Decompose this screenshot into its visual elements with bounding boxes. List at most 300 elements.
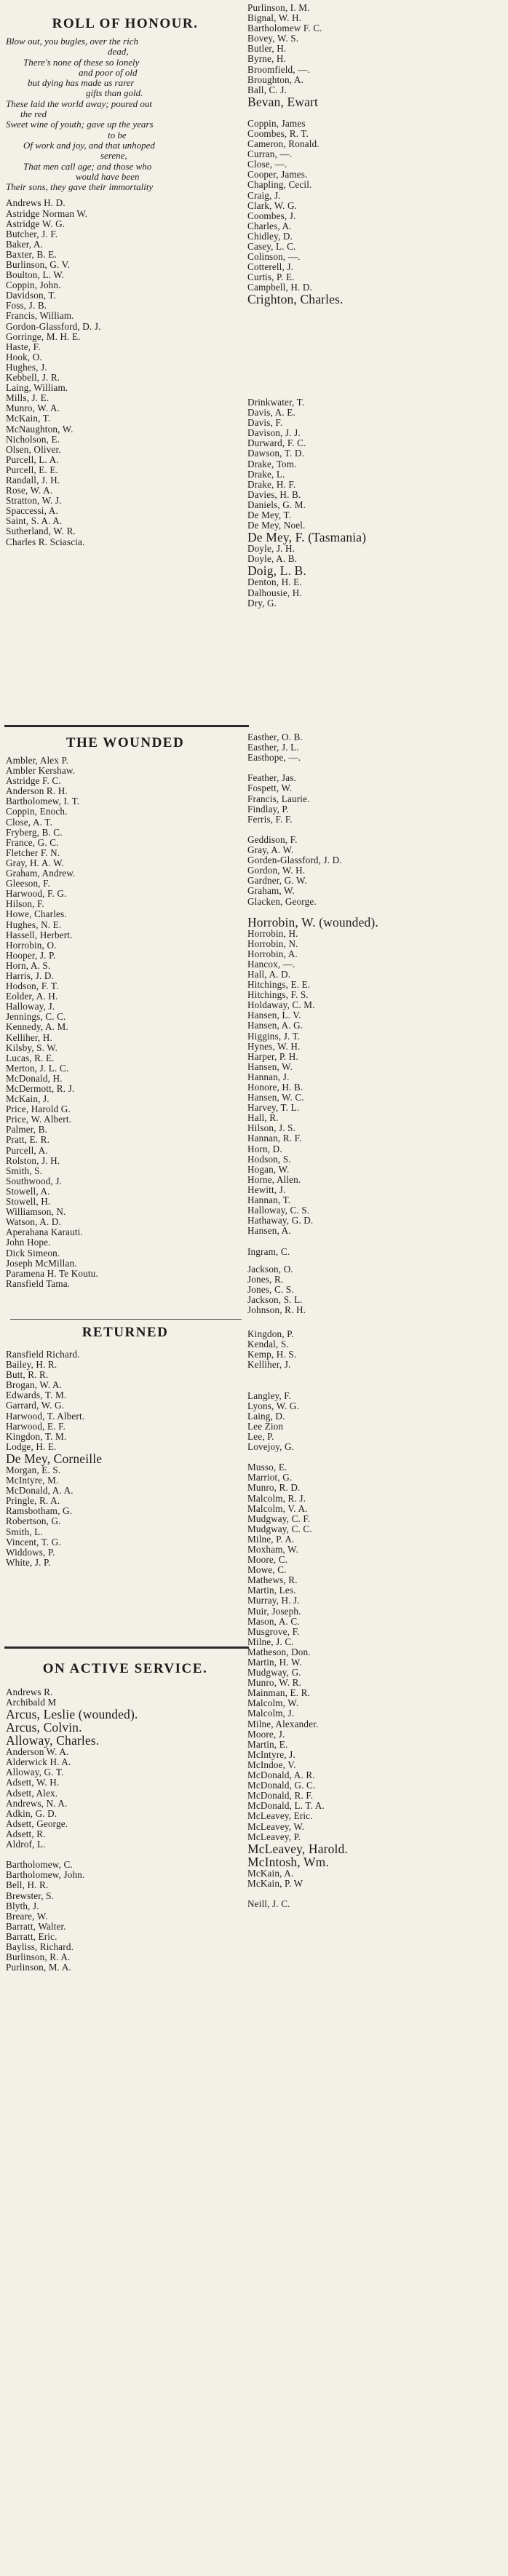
- list-item: Charles, A.: [247, 220, 292, 231]
- list-item: Lyons, W. G.: [247, 1400, 300, 1411]
- list-item: Brewster, S.: [6, 1890, 55, 1901]
- list-item: Bartholomew, I. T.: [6, 796, 80, 807]
- list-item: Lodge, H. E.: [6, 1440, 57, 1452]
- list-item: Hogan, W.: [247, 1163, 290, 1175]
- list-item: Purcell, A.: [6, 1144, 48, 1156]
- list-item: Mathews, R.: [247, 1574, 298, 1586]
- list-item: Smith, L.: [6, 1526, 43, 1537]
- honour-continued-lower: [245, 397, 499, 609]
- list-item: Cotterell, J.: [247, 261, 294, 273]
- list-item: Kelliher, J.: [247, 1359, 291, 1371]
- list-item: Francis, William.: [6, 310, 74, 322]
- list-item: McLeavey, W.: [247, 1820, 305, 1832]
- list-item: Coombes, J.: [247, 210, 296, 221]
- list-item: Adsett, Alex.: [6, 1787, 58, 1799]
- list-item: McKain, P. W: [247, 1877, 303, 1889]
- list-item: McDermott, R. J.: [6, 1083, 75, 1094]
- list-item: McDonald, A. R.: [247, 1769, 315, 1781]
- list-item: Honore, H. B.: [247, 1082, 303, 1093]
- list-item: Johnson, R. H.: [247, 1304, 306, 1315]
- list-item: Milne, J. C.: [247, 1636, 294, 1647]
- list-item-emphasized: De Mey, Corneille: [6, 1451, 103, 1466]
- list-item: McLeavey, Eric.: [247, 1810, 313, 1822]
- list-item: Adsett, W. H.: [6, 1777, 60, 1788]
- list-item: Matheson, Don.: [247, 1646, 311, 1657]
- honour-names-left: [6, 198, 245, 547]
- list-item: Saint, S. A. A.: [6, 515, 63, 527]
- list-item: Martin, H. W.: [247, 1657, 302, 1668]
- list-item: Hansen, A.: [247, 1225, 291, 1237]
- list-item: Mudgway, C. C.: [247, 1523, 312, 1534]
- list-item: Burlinson, G. V.: [6, 259, 71, 271]
- list-item: Hughes, N. E.: [6, 919, 62, 930]
- list-item: Coppin, John.: [6, 280, 61, 291]
- list-item: Hansen, L. V.: [247, 1010, 301, 1021]
- list-item: Garrard, W. G.: [6, 1400, 65, 1411]
- list-item: Doyle, J. H.: [247, 543, 295, 555]
- list-item: Bartholomew F. C.: [247, 23, 322, 34]
- list-item: Bovey, W. S.: [247, 33, 299, 44]
- list-item: Astridge Norman W.: [6, 207, 88, 219]
- returned-heading: RETURNED: [82, 1325, 169, 1340]
- list-item: Munro, W. R.: [247, 1677, 301, 1689]
- list-item: Hodson, F. T.: [6, 980, 59, 992]
- list-item: Drake, L.: [247, 468, 285, 480]
- poem-line: These laid the world away; poured out: [6, 98, 153, 109]
- list-item: Horrobin, H.: [247, 927, 298, 939]
- list-item: Williamson, N.: [6, 1206, 66, 1218]
- list-item: Craig, J.: [247, 189, 281, 201]
- list-item: Francis, Laurie.: [247, 793, 310, 804]
- list-item: Harwood, T. Albert.: [6, 1410, 85, 1422]
- list-item: Bailey, H. R.: [6, 1359, 57, 1371]
- list-item: McKain, T.: [6, 413, 51, 424]
- section-divider: [10, 1319, 242, 1320]
- list-item-emphasized: Horrobin, W. (wounded).: [247, 914, 378, 930]
- list-item: Horrobin, O.: [6, 939, 57, 951]
- list-item: Harwood, F. G.: [6, 888, 67, 900]
- list-item: Harwood, E. F.: [6, 1420, 66, 1432]
- list-item: Paramena H. Te Koutu.: [6, 1267, 98, 1279]
- list-item: Durward, F. C.: [247, 437, 306, 449]
- list-item: Hitchings, F. S.: [247, 989, 309, 1001]
- list-item: Bayliss, Richard.: [6, 1941, 74, 1952]
- list-item: [247, 763, 499, 773]
- list-item: Hannan, R. F.: [247, 1133, 302, 1144]
- list-item: McIntyre, J.: [247, 1748, 295, 1760]
- list-item: Spaccessi, A.: [6, 505, 58, 517]
- list-item: Casey, L. C.: [247, 240, 296, 252]
- list-item: Hitchings, E. E.: [247, 979, 311, 991]
- list-item: Fospett, W.: [247, 782, 293, 794]
- list-item: McDonald, R. F.: [247, 1790, 314, 1802]
- list-item: Moore, J.: [247, 1728, 285, 1740]
- list-item: Robertson, G.: [6, 1515, 61, 1527]
- list-item: Mainman, E. R.: [247, 1687, 310, 1699]
- list-item: Drake, H. F.: [247, 478, 296, 490]
- list-item: Stowell, H.: [6, 1196, 51, 1208]
- list-item: Hannan, J.: [247, 1071, 290, 1082]
- list-item: Lee Zion: [247, 1420, 284, 1432]
- list-item: Vincent, T. G.: [6, 1536, 61, 1547]
- list-item: Baxter, B. E.: [6, 248, 57, 260]
- list-item: Marriot, G.: [247, 1472, 293, 1483]
- list-item: Aldrof, L.: [6, 1839, 46, 1850]
- list-item: Edwards, T. M.: [6, 1390, 67, 1401]
- list-item: Kingdon, T. M.: [6, 1430, 67, 1442]
- list-item: Davis, F.: [247, 417, 283, 429]
- list-item: Mudgway, G.: [247, 1667, 301, 1679]
- list-item: Blyth, J.: [6, 1900, 39, 1911]
- list-item: McLeavey, P.: [247, 1831, 301, 1842]
- list-item: Merton, J. L. C.: [6, 1062, 69, 1074]
- list-item: Hassell, Herbert.: [6, 929, 73, 940]
- roll-of-honour-section: [4, 3, 245, 547]
- list-item: Ransfield Richard.: [6, 1349, 80, 1360]
- list-item: Kendal, S.: [247, 1339, 289, 1350]
- list-item: Gorringe, M. H. E.: [6, 330, 81, 342]
- list-item-emphasized: Bevan, Ewart: [247, 94, 319, 109]
- list-item: Sutherland, W. R.: [6, 526, 76, 537]
- list-item: Stratton, W. J.: [6, 495, 62, 507]
- list-item-emphasized: De Mey, F. (Tasmania): [247, 530, 367, 545]
- list-item: Hynes, W. H.: [247, 1040, 301, 1052]
- list-item: Fletcher F. N.: [6, 847, 60, 858]
- list-item: Graham, W.: [247, 885, 295, 897]
- list-item: McIndoe, V.: [247, 1759, 296, 1770]
- list-item: Widdows, P.: [6, 1546, 55, 1558]
- list-item: Drake, Tom.: [247, 458, 297, 469]
- poem-line: and poor of old: [79, 66, 138, 78]
- list-item-emphasized: Doig, L. B.: [247, 563, 306, 579]
- list-item: Findlay, P.: [247, 803, 289, 815]
- list-item: Cameron, Ronald.: [247, 138, 320, 150]
- list-item: [247, 1452, 499, 1462]
- list-item: John Hope.: [6, 1237, 51, 1248]
- list-item: Hall, R.: [247, 1112, 279, 1124]
- list-item: Martin, Les.: [247, 1585, 296, 1596]
- list-item: Barratt, Walter.: [6, 1920, 66, 1932]
- list-item-emphasized: Alloway, Charles.: [6, 1733, 100, 1748]
- list-item: Gorden-Glassford, J. D.: [247, 855, 342, 866]
- list-item: Hewitt, J.: [247, 1184, 286, 1195]
- list-item: Gordon, W. H.: [247, 865, 306, 876]
- section-divider: [4, 1646, 249, 1649]
- list-item: Ambler Kershaw.: [6, 765, 76, 777]
- list-item: Hancox, —.: [247, 958, 295, 970]
- list-item: Hansen, W.: [247, 1061, 293, 1072]
- list-item: Charles R. Sciascia.: [6, 536, 85, 547]
- list-item: Mills, J. E.: [6, 392, 49, 404]
- list-item: Morgan, E. S.: [6, 1464, 61, 1475]
- list-item: Jones, C. S.: [247, 1283, 294, 1295]
- list-item: Eolder, A. H.: [6, 991, 58, 1002]
- list-item: Bartholomew, John.: [6, 1869, 85, 1881]
- list-item: Munro, R. D.: [247, 1482, 301, 1494]
- list-item: Foss, J. B.: [6, 300, 47, 312]
- list-item: Southwood, J.: [6, 1175, 63, 1186]
- list-item: Easthope, —.: [247, 752, 301, 764]
- list-item: Horrobin, N.: [247, 938, 298, 949]
- list-item: Astridge F. C.: [6, 775, 61, 787]
- list-item: Lucas, R. E.: [6, 1052, 55, 1063]
- poem-line: Their sons, they gave their immortality: [6, 181, 154, 193]
- list-item: Harris, J. D.: [6, 970, 55, 981]
- list-item: Mowe, C.: [247, 1564, 287, 1576]
- poem-line: to be: [108, 129, 127, 140]
- list-item: Laing, William.: [6, 382, 68, 394]
- list-item: Bignal, W. H.: [247, 12, 302, 24]
- list-item: Feather, Jas.: [247, 772, 296, 784]
- poem-line: That men call age; and those who: [23, 160, 152, 172]
- list-item: Higgins, J. T.: [247, 1030, 301, 1042]
- list-item: Palmer, B.: [6, 1124, 48, 1136]
- list-item: Jackson, O.: [247, 1263, 293, 1275]
- list-item: Broughton, A.: [247, 74, 304, 85]
- list-item: Mudgway, C. F.: [247, 1513, 311, 1524]
- list-item: Kingdon, P.: [247, 1328, 294, 1339]
- list-item: Halloway, C. S.: [247, 1205, 310, 1216]
- list-item: Coppin, James: [247, 117, 306, 129]
- list-item: Ferris, F. F.: [247, 813, 293, 825]
- list-item-emphasized: McIntosh, Wm.: [247, 1854, 329, 1869]
- list-item: [247, 825, 499, 835]
- list-item: Campbell, H. D.: [247, 282, 313, 293]
- poem-line: but dying has made us rarer: [28, 77, 135, 89]
- list-item: Musso, E.: [247, 1462, 287, 1473]
- list-item: Murray, H. J.: [247, 1595, 300, 1606]
- list-item: Hodson, S.: [247, 1153, 291, 1165]
- list-item: Holdaway, C. M.: [247, 999, 315, 1011]
- list-item: Ransfield Tama.: [6, 1277, 71, 1289]
- list-item-emphasized: Crighton, Charles.: [247, 292, 344, 307]
- right-column: [245, 0, 499, 2576]
- list-item: Martin, E.: [247, 1738, 288, 1750]
- list-item: Nicholson, E.: [6, 433, 60, 445]
- list-item: Gleeson, F.: [6, 878, 51, 889]
- list-item: McDonald, A. A.: [6, 1485, 74, 1497]
- list-item: Bartholomew, C.: [6, 1859, 73, 1871]
- list-item: Davis, A. E.: [247, 407, 295, 419]
- list-item: Dick Simeon.: [6, 1247, 60, 1259]
- list-item: Fryberg, B. C.: [6, 826, 63, 838]
- list-item-emphasized: Arcus, Colvin.: [6, 1720, 82, 1735]
- list-item: Ambler, Alex P.: [6, 755, 68, 766]
- list-item: Musgrove, F.: [247, 1625, 300, 1637]
- list-item: Rose, W. A.: [6, 485, 53, 496]
- list-item: Haste, F.: [6, 341, 41, 352]
- list-item: McKain, J.: [6, 1093, 49, 1105]
- list-item: McNaughton, W.: [6, 423, 74, 435]
- list-item: De Mey, T.: [247, 510, 292, 521]
- list-item: McDonald, L. T. A.: [247, 1800, 325, 1812]
- list-item: Horrobin, A.: [247, 948, 298, 959]
- list-item: Joseph McMillan.: [6, 1257, 77, 1269]
- list-item: McDonald, H.: [6, 1072, 63, 1084]
- poem-line: Sweet wine of youth; gave up the years: [6, 119, 154, 130]
- list-item: Easther, O. B.: [247, 732, 303, 742]
- list-item: Muir, Joseph.: [247, 1605, 301, 1617]
- list-item: Close, —.: [247, 159, 287, 170]
- list-item: Aperahana Karauti.: [6, 1226, 83, 1238]
- list-item: McKain, A.: [247, 1867, 294, 1879]
- list-item: Gardner, G. W.: [247, 875, 307, 887]
- list-item: [247, 1370, 499, 1380]
- list-item: Kebbell, J. R.: [6, 372, 60, 384]
- list-item: Hall, A. D.: [247, 968, 291, 980]
- list-item: Jones, R.: [247, 1273, 284, 1285]
- list-item: Kemp, H. S.: [247, 1349, 297, 1360]
- list-item: Alloway, G. T.: [6, 1767, 64, 1778]
- list-item: Purcell, L. A.: [6, 453, 59, 465]
- list-item: Glacken, George.: [247, 895, 317, 907]
- list-item: Astridge W. G.: [6, 218, 66, 229]
- list-item: Neill, J. C.: [247, 1898, 290, 1909]
- list-item: Munro, W. A.: [6, 403, 60, 414]
- list-item: Purlinson, I. M.: [247, 2, 310, 13]
- roll-of-honour-heading: ROLL OF HONOUR.: [52, 16, 199, 31]
- list-item: Harper, P. H.: [247, 1050, 298, 1062]
- list-item: Moore, C.: [247, 1554, 288, 1566]
- list-item: Denton, H. E.: [247, 576, 302, 588]
- list-item: Baker, A.: [6, 238, 43, 250]
- list-item: Moxham, W.: [247, 1543, 299, 1555]
- list-item: Adkin, G. D.: [6, 1807, 57, 1819]
- list-item: Broomfield, —.: [247, 63, 310, 75]
- list-item: Brogan, W. A.: [6, 1379, 63, 1391]
- list-item: Malcolm, J.: [247, 1708, 295, 1719]
- poem-line: serene,: [100, 150, 127, 162]
- list-item: Laing, D.: [247, 1410, 285, 1422]
- list-item: Butler, H.: [247, 43, 287, 55]
- active-service-heading: ON ACTIVE SERVICE.: [42, 1661, 208, 1676]
- list-item: Watson, A. D.: [6, 1216, 61, 1228]
- poem-line: gifts than gold.: [86, 87, 143, 99]
- list-item: Graham, Andrew.: [6, 868, 76, 879]
- wounded-section: [4, 729, 245, 1289]
- list-item: Kilsby, S. W.: [6, 1042, 58, 1053]
- list-item: Halloway, J.: [6, 1001, 55, 1012]
- list-item: White, J. P.: [6, 1556, 51, 1568]
- list-item: [247, 1889, 499, 1899]
- poem-line: would have been: [76, 170, 140, 182]
- list-item: Dawson, T. D.: [247, 448, 305, 459]
- list-item: Malcolm, R. J.: [247, 1492, 306, 1504]
- list-item: Purlinson, M. A.: [6, 1962, 71, 1973]
- list-item: [247, 1236, 499, 1246]
- list-item: Davies, H. B.: [247, 488, 301, 500]
- list-item: Easther, J. L.: [247, 742, 299, 753]
- list-item: Alderwick H. A.: [6, 1756, 71, 1768]
- list-item: Lovejoy, G.: [247, 1441, 295, 1453]
- list-item: Andrews H. D.: [6, 197, 66, 209]
- list-item: Langley, F.: [247, 1390, 292, 1401]
- list-item: Hilson, F.: [6, 898, 44, 910]
- list-item: Davison, J. J.: [247, 427, 301, 439]
- list-item-emphasized: Arcus, Leslie (wounded).: [6, 1707, 138, 1722]
- list-item: Dry, G.: [247, 597, 277, 609]
- list-item: Boulton, L. W.: [6, 269, 65, 281]
- poem-line: the red: [20, 108, 47, 120]
- list-item: France, G. C.: [6, 836, 59, 848]
- list-item: Hansen, A. G.: [247, 1020, 303, 1031]
- list-item: Chapling, Cecil.: [247, 179, 312, 191]
- list-item: Colinson, —.: [247, 251, 301, 263]
- list-item: Price, W. Albert.: [6, 1114, 72, 1125]
- list-item: Breare, W.: [6, 1910, 48, 1922]
- list-item: Anderson R. H.: [6, 785, 68, 797]
- list-item: Butcher, J. F.: [6, 228, 58, 239]
- list-item: Kelliher, H.: [6, 1031, 52, 1043]
- list-item: Howe, Charles.: [6, 908, 67, 920]
- list-item: Cooper, James.: [247, 169, 308, 181]
- list-item: Coppin, Enoch.: [6, 806, 68, 817]
- list-item: Adsett, George.: [6, 1818, 68, 1829]
- list-item: Mason, A. C.: [247, 1615, 300, 1627]
- list-item: McIntyre, M.: [6, 1475, 59, 1486]
- list-item: Drinkwater, T.: [247, 397, 305, 408]
- list-item: McDonald, G. C.: [247, 1780, 316, 1791]
- list-item: Malcolm, V. A.: [247, 1502, 308, 1514]
- list-item: Hilson, J. S.: [247, 1122, 296, 1134]
- list-item: Hathaway, G. D.: [247, 1215, 314, 1226]
- active-service-section: [4, 1651, 245, 1973]
- list-item: Davidson, T.: [6, 290, 57, 301]
- list-item: Smith, S.: [6, 1165, 43, 1176]
- list-item: Milne, P. A.: [247, 1533, 295, 1545]
- list-item: Dalhousie, H.: [247, 587, 302, 598]
- list-item: Horne, Allen.: [247, 1173, 301, 1185]
- list-item: [6, 1850, 245, 1860]
- list-item: Barratt, Eric.: [6, 1930, 57, 1942]
- poem-line: Blow out, you bugles, over the rich: [6, 36, 138, 47]
- list-item: Rolston, J. H.: [6, 1154, 60, 1166]
- list-item: Hook, O.: [6, 351, 42, 362]
- list-item: Andrews R.: [6, 1687, 53, 1697]
- returned-section: [4, 1325, 245, 1568]
- list-item: Lee, P.: [247, 1430, 274, 1442]
- list-item: Curtis, P. E.: [247, 272, 295, 283]
- list-item: Doyle, A. B.: [247, 553, 298, 565]
- poem-line: Of work and joy, and that unhoped: [23, 139, 155, 151]
- poem-line: dead,: [108, 46, 129, 58]
- list-item: Anderson W. A.: [6, 1746, 69, 1758]
- list-item: Malcolm, W.: [247, 1697, 299, 1709]
- list-item: Byrne, H.: [247, 53, 286, 65]
- list-item: Price, Harold G.: [6, 1103, 71, 1115]
- list-item: [247, 1380, 499, 1390]
- list-item: Hansen, W. C.: [247, 1092, 304, 1103]
- list-item: Jackson, S. L.: [247, 1293, 303, 1305]
- list-item: Hooper, J. P.: [6, 949, 56, 961]
- list-item: Harvey, T. L.: [247, 1102, 300, 1114]
- list-item-emphasized: McLeavey, Harold.: [247, 1841, 348, 1856]
- list-item: Hannan, T.: [247, 1194, 291, 1206]
- list-item: Horn, D.: [247, 1143, 282, 1154]
- left-column: [4, 0, 245, 2576]
- section-divider: [4, 725, 249, 727]
- list-item: Adsett, R.: [6, 1828, 46, 1839]
- list-item: Daniels, G. M.: [247, 499, 306, 510]
- list-item: Olsen, Oliver.: [6, 443, 61, 455]
- honour-continued-upper: [245, 3, 499, 306]
- list-item: Burlinson, R. A.: [6, 1951, 71, 1963]
- list-item: Jennings, C. C.: [6, 1011, 66, 1023]
- wounded-continued: [245, 732, 499, 1315]
- list-item: Gray, A. W.: [247, 844, 294, 856]
- list-item: Ramsbotham, G.: [6, 1505, 73, 1517]
- list-item: Butt, R. R.: [6, 1369, 49, 1381]
